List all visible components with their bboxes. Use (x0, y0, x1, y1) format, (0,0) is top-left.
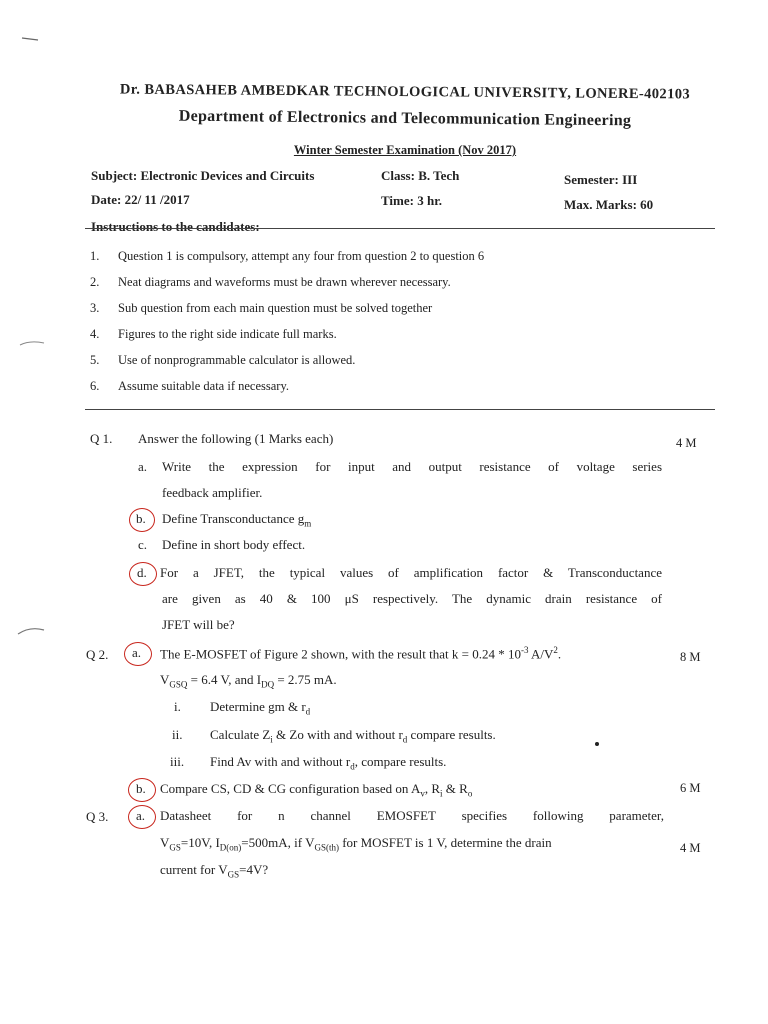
q2a-mid: = 6.4 V, and I (187, 672, 262, 687)
q2-iii-pre: Find Av with and without r (210, 754, 351, 769)
q2a-line1-end: . (557, 646, 562, 662)
q2a-i-sub: DQ (261, 679, 275, 690)
q3a-label: a. (136, 808, 146, 823)
q2a-v: V (160, 672, 170, 687)
instructions-title: Instructions to the candidates: (91, 219, 260, 234)
q2a-end: = 2.75 mA. (274, 672, 337, 687)
instruction-text: Neat diagrams and waveforms must be drawn wherever necessary. (118, 275, 451, 289)
q1a-line2: feedback amplifier. (162, 485, 263, 500)
exam-heading (100, 143, 710, 158)
ink-dot (595, 742, 599, 746)
instruction-text: Question 1 is compulsory, attempt any four from question 2 to question 6 (118, 249, 485, 263)
instruction-item (90, 275, 451, 290)
q3a-line3-pre: current for V (160, 862, 228, 877)
q3a-line3-end: =4V? (239, 862, 269, 877)
instruction-text: Assume suitable data if necessary. (118, 379, 290, 393)
q2a-line1-text: The E-MOSFET of Figure 2 shown, with the result that k = 0.24 * 10 (160, 646, 521, 662)
q1b-text-main: Define Transconductance g (162, 511, 305, 526)
q3a-p1: =10V, I (180, 835, 220, 850)
instruction-text: Use of nonprogrammable calculator is allowed. (118, 353, 356, 367)
class-field: Class: B. Tech (381, 168, 460, 183)
q3a-vth-sub: GS(th) (314, 842, 339, 853)
q2-ii-sub2: d (402, 734, 408, 745)
q3a-i-sub: D(on) (219, 842, 242, 853)
q2b-mid1: , R (424, 781, 441, 796)
instruction-number: 6. (90, 379, 100, 393)
q2a-unit: A/V (528, 646, 554, 662)
q3a-p2: =500mA, if V (241, 835, 315, 850)
q2b-sub-i: i (440, 788, 443, 799)
q2a-v-sub: GSQ (169, 679, 188, 690)
q3a-v-sub: GS (169, 842, 181, 853)
q1d-line1: For a JFET, the typical values of amplification factor & Transconductance (160, 565, 662, 580)
q2-i-main: Determine gm & r (210, 699, 306, 714)
q1b-subscript: m (304, 518, 312, 529)
max-marks-field: Max. Marks: 60 (564, 197, 654, 212)
exam-title: Winter Semester Examination (Nov 2017) (293, 143, 517, 157)
pen-mark (18, 629, 44, 634)
q1-number: Q 1. (90, 431, 113, 446)
q3-number: Q 3. (86, 809, 109, 824)
q2a-unit-exponent: 2 (553, 645, 558, 655)
q2-iii-label: iii. (170, 754, 185, 769)
q2-ii-label: ii. (172, 727, 183, 742)
q2b-mid2: & R (442, 781, 468, 796)
subject-field: Subject: Electronic Devices and Circuits (91, 168, 315, 183)
q2a-marks: 8 M (680, 650, 701, 664)
q1-title: Answer the following (1 Marks each) (138, 431, 334, 446)
university-heading: Dr. BABASAHEB AMBEDKAR TECHNOLOGICAL UNIVERSITY, LONERE-402103 (119, 81, 691, 103)
q2-iii-text (210, 754, 446, 772)
department-heading: Department of Electronics and Telecommunication Engineering (178, 107, 632, 130)
pen-mark (20, 342, 44, 345)
q3a-marks: 4 M (680, 841, 701, 855)
q2a-exponent: -3 (520, 645, 529, 655)
instruction-item (90, 327, 337, 342)
q2b-text (160, 781, 472, 799)
q1c-text: Define in short body effect. (162, 537, 306, 552)
q2b-sub-o: o (467, 788, 473, 799)
q1-marks: 4 M (676, 436, 697, 450)
q2a-label: a. (132, 645, 142, 660)
q2b-main: Compare CS, CD & CG configuration based on A (160, 781, 421, 796)
q3a-p3: for MOSFET is 1 V, determine the drain (338, 835, 552, 850)
q2a-line2 (160, 672, 337, 690)
q3a-line1: Datasheet for n channel EMOSFET specifies following parameter, (160, 808, 664, 823)
q1b-text (162, 511, 311, 529)
bottom-divider (85, 409, 715, 410)
semester-field: Semester: III (564, 172, 638, 187)
q2-ii-end: compare results. (407, 727, 496, 742)
q1c-label: c. (138, 537, 148, 552)
instruction-number: 5. (90, 353, 100, 367)
q2-ii-pre: Calculate Z (210, 727, 271, 742)
q2a-line1 (160, 645, 561, 662)
q2-iii-sub: d (350, 761, 355, 772)
q3a-line3-sub: GS (227, 869, 240, 880)
time-field: Time: 3 hr. (381, 193, 443, 208)
q2-i-text (210, 699, 310, 717)
instruction-number: 4. (90, 327, 100, 341)
instruction-number: 3. (90, 301, 100, 315)
instruction-text: Figures to the right side indicate full marks. (118, 327, 337, 341)
q3a-line3 (160, 862, 268, 880)
q3a-line2 (160, 835, 552, 853)
q2-i-sub: d (305, 706, 311, 717)
top-divider (85, 228, 715, 229)
instruction-item (90, 379, 289, 394)
q2-number: Q 2. (86, 647, 109, 662)
q2-ii-sub: i (270, 734, 273, 745)
q1d-label: d. (137, 565, 147, 580)
q1a-line1: Write the expression for input and output resistance of voltage series (162, 459, 662, 474)
q1b-label: b. (136, 511, 146, 526)
instruction-number: 2. (90, 275, 100, 289)
q1d-line2: are given as 40 & 100 μS respectively. The dynamic drain resistance of (162, 591, 662, 606)
q1d-line3: JFET will be? (162, 617, 235, 632)
q2b-marks: 6 M (680, 781, 701, 795)
pen-mark (22, 38, 38, 40)
q2-ii-post: & Zo with and without r (272, 727, 403, 742)
instruction-item (90, 353, 355, 368)
q2-ii-text (210, 727, 496, 745)
date-field: Date: 22/ 11 /2017 (91, 192, 190, 207)
instruction-number: 1. (90, 249, 100, 263)
q2b-label: b. (136, 781, 146, 796)
q2b-sub-v: v (420, 788, 425, 799)
instruction-item (90, 301, 432, 316)
instruction-item (90, 249, 484, 264)
instruction-text: Sub question from each main question must be solved together (118, 301, 433, 315)
q1a-label: a. (138, 459, 148, 474)
q2-i-label: i. (174, 699, 181, 714)
q3a-v: V (160, 835, 170, 850)
q2-iii-end: , compare results. (354, 754, 447, 769)
